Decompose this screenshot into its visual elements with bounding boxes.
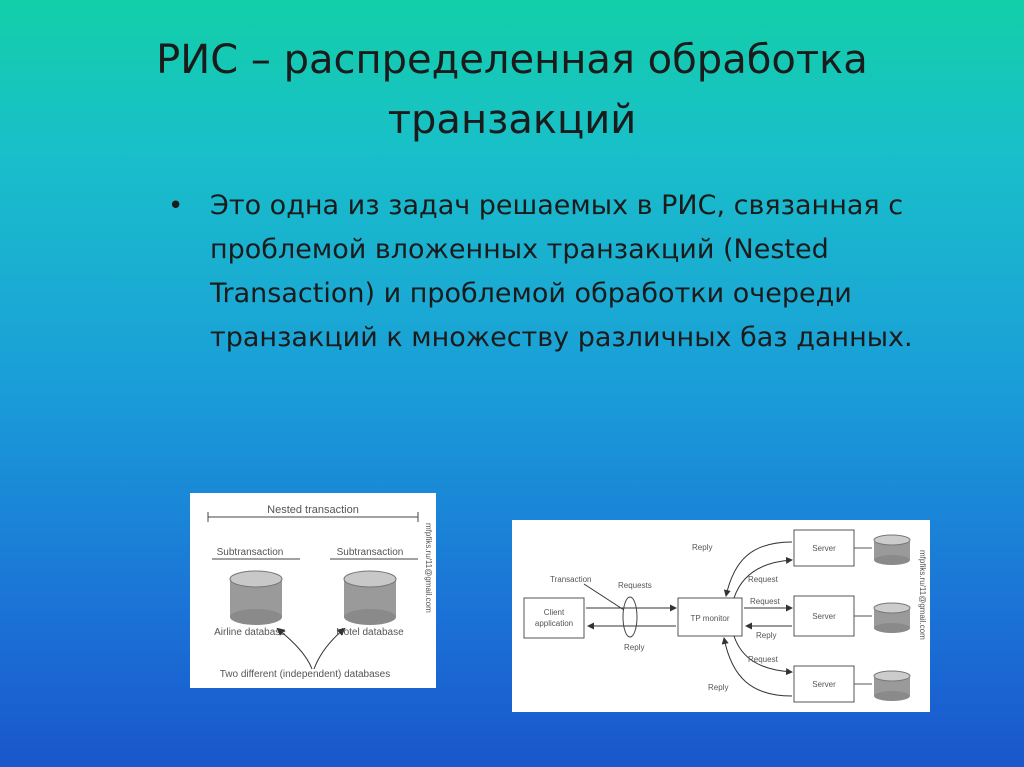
nested-transaction-figure (190, 493, 436, 688)
watermark-text: mfpfiks.ru/11@gmail.com (424, 523, 433, 613)
databases-caption: Two different (independent) databases (219, 669, 391, 680)
requests-label: Requests (618, 581, 652, 590)
hotel-database-icon (344, 571, 396, 625)
server-3-database-icon (874, 671, 910, 701)
transaction-loop (623, 597, 637, 637)
tp-monitor-label: TP monitor (690, 614, 730, 623)
request-2-label: Request (750, 597, 780, 606)
request-1-label: Request (748, 575, 778, 584)
server-label-2: Server (812, 612, 836, 621)
reply-top-label: Reply (692, 543, 713, 552)
server-2-database-icon (874, 603, 910, 633)
reply-top-arrow (726, 542, 792, 596)
client-label-line-2: application (534, 619, 574, 628)
hotel-database-label: Hotel database (336, 627, 404, 638)
watermark-text: mfpfiks.ru/11@gmail.com (918, 550, 927, 640)
reply-bottom-label: Reply (624, 643, 645, 652)
subtransaction-1-label: Subtransaction (216, 547, 284, 558)
client-application-box (524, 598, 584, 638)
bullet-text: Это одна из задач решаемых в РИС, связанная с проблемой вложенных транзакций (Nested Transaction) и проблемой обработки очереди транзакций к множеству различных баз данных. (210, 190, 913, 353)
tp-monitor-figure (512, 520, 930, 712)
server-label-3: Server (812, 680, 836, 689)
airline-database-label: Airline database (214, 627, 286, 638)
subtransaction-2-label: Subtransaction (336, 547, 404, 558)
reply-mid-label: Reply (756, 631, 777, 640)
tp-monitor-diagram (512, 520, 930, 712)
bullet-list (168, 184, 978, 360)
server-1-database-icon (874, 535, 910, 565)
request-3-arrow (734, 636, 792, 672)
reply-low-label: Reply (708, 683, 729, 692)
bullet-item (168, 184, 978, 360)
bullet-marker: • (168, 191, 184, 221)
server-label-1: Server (812, 544, 836, 553)
reply-low-arrow (724, 638, 792, 696)
transaction-label: Transaction (550, 575, 592, 584)
request-3-label: Request (748, 655, 778, 664)
slide-title-line-2: транзакций (387, 97, 637, 143)
slide-title (60, 30, 964, 150)
slide-title-line-1: РИС – распределенная обработка (156, 37, 868, 83)
nested-transaction-label: Nested transaction (267, 504, 359, 516)
airline-database-icon (230, 571, 282, 625)
client-label-line-1: Client (543, 608, 565, 617)
nested-transaction-diagram (190, 493, 436, 688)
